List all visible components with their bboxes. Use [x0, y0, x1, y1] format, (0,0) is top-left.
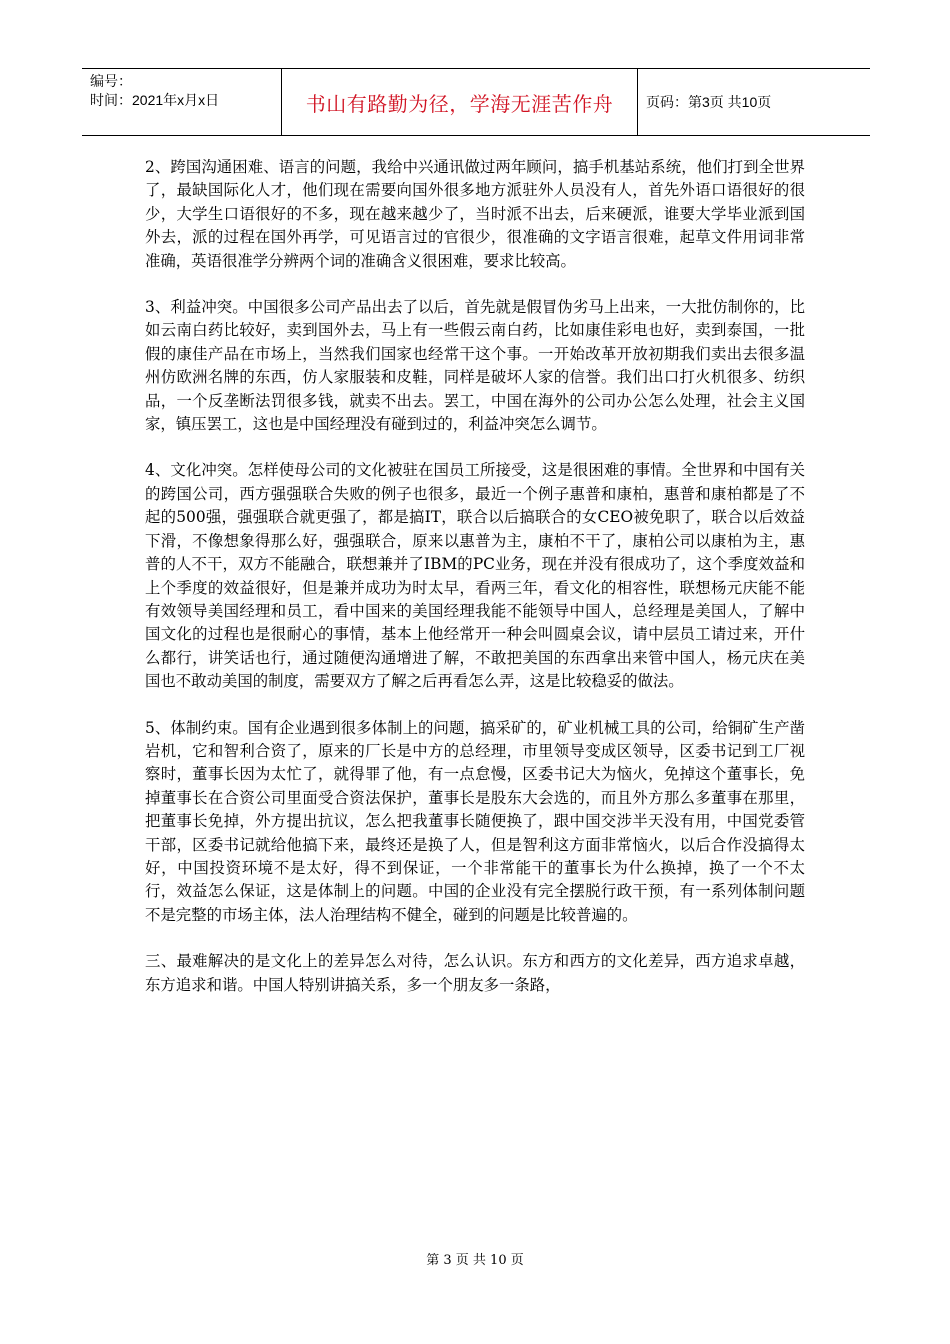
paragraph-culture-conflict: 4、文化冲突。怎样使母公司的文化被驻在国员工所接受，这是很困难的事情。全世界和中国有关的跨国公司，西方强强联合失败的例子也很多，最近一个例子惠普和康柏，惠普和康柏都是了不起的500强，强强联合就更强了，都是搞IT，联合以后搞联合的女CEO被免职了，联合以后效益下滑，不像想象得那么好，强强联合，原来以惠普为主，康柏不干了，康柏公司以康柏为主，惠普的人不干，双方不能融合，联想兼并了IBM的PC业务，现在并没有很成功了，这个季度效益和上个季度的效益很好，但是兼并成功为时太早，看两三年，看文化的相容性，联想杨元庆能不能有效领导美国经理和员工，看中国来的美国经理我能不能领导中国人，总经理是美国人，了解中国文化的过程也是很耐心的事情，基本上他经常开一种会叫圆桌会议，请中层员工请过来，开什么都行，讲笑话也行，通过随便沟通增进了解，不敢把美国的东西拿出来管中国人，杨元庆在美国也不敢动美国的制度，需要双方了解之后再看怎么弄，这是比较稳妥的做法。 — [145, 461, 805, 691]
header-info-cell — [82, 69, 282, 135]
document-number-label: 编号： — [90, 73, 132, 89]
paragraph-institutional-constraint: 5、体制约束。国有企业遇到很多体制上的问题，搞采矿的，矿业机械工具的公司，给铜矿生产凿岩机，它和智利合资了，原来的厂长是中方的总经理，市里领导变成区领导，区委书记到工厂视察时，董事长因为太忙了，就得罪了他，有一点怠慢，区委书记大为恼火，免掉这个董事长，免掉董事长在合资公司里面受合资法保护，董事长是股东大会选的，而且外方那么多董事在那里，把董事长免掉，外方提出抗议，怎么把我董事长随便换了，跟中国交涉半天没有用，中国党委管干部，区委书记就给他搞下来，最终还是换了人，但是智利这方面非常恼火，以后合作没搞得太好，中国投资环境不是太好，得不到保证，一个非常能干的董事长为什么换掉，换了一个不太行，效益怎么保证，这是体制上的问题。中国的企业没有完全摆脱行政干预，有一系列体制问题不是完整的市场主体，法人治理结构不健全，碰到的问题是比较普遍的。 — [145, 718, 805, 924]
paragraph-interest-conflict: 3、利益冲突。中国很多公司产品出去了以后，首先就是假冒伪劣马上出来，一大批仿制你的，比如云南白药比较好，卖到国外去，马上有一些假云南白药，比如康佳彩电也好，卖到泰国，一批假的康佳产品在市场上，当然我们国家也经常干这个事。一开始改革开放初期我们卖出去很多温州仿欧洲名牌的东西，仿人家服装和皮鞋，同样是破坏人家的信誉。我们出口打火机很多、纺织品，一个反垄断法罚很多钱，就卖不出去。罢工，中国在海外的公司办公怎么处理，社会主义国家，镇压罢工，这也是中国经理没有碰到过的，利益冲突怎么调节。 — [145, 298, 805, 434]
header-page-number: 页码：第3页 共10页 — [646, 94, 772, 110]
page-header — [82, 68, 870, 136]
document-time-label: 时间：2021年x月x日 — [90, 92, 220, 108]
header-motto: 书山有路勤为径，学海无涯苦作舟 — [282, 69, 638, 135]
page-footer: 第 3 页 共 10 页 — [426, 1253, 524, 1268]
paragraph-cultural-difference: 三、最难解决的是文化上的差异怎么对待，怎么认识。东方和西方的文化差异，西方追求卓越，东方追求和谐。中国人特别讲搞关系，多一个朋友多一条路， — [145, 952, 805, 994]
paragraph-communication: 2、跨国沟通困难、语言的问题，我给中兴通讯做过两年顾问，搞手机基站系统，他们打到全世界了，最缺国际化人才，他们现在需要向国外很多地方派驻外人员没有人，首先外语口语很好的很少，大学生口语很好的不多，现在越来越少了，当时派不出去，后来硬派，谁要大学毕业派到国外去，派的过程在国外再学，可见语言过的官很少，很准确的文字语言很难，起草文件用词非常准确，英语很准学分辨两个词的准确含义很困难，要求比较高。 — [145, 158, 805, 270]
document-body — [145, 156, 805, 997]
